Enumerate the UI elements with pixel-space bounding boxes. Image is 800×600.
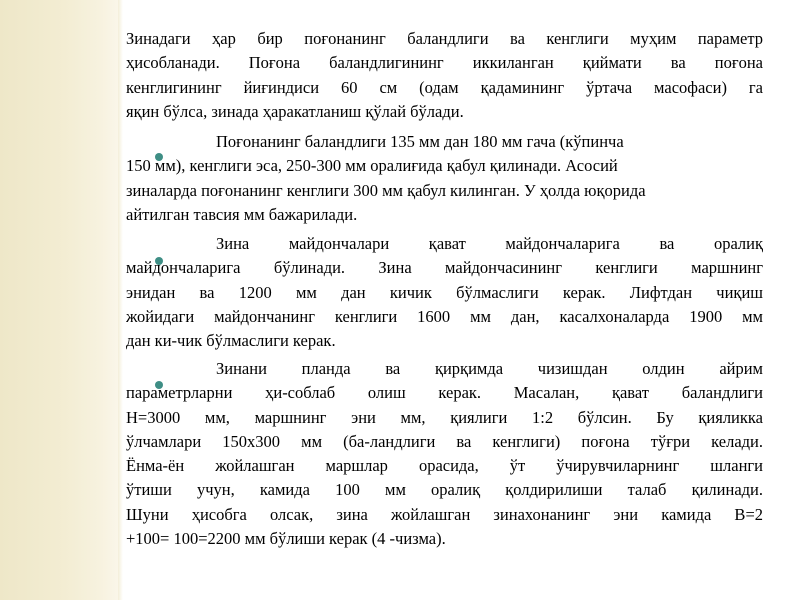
- paragraph-3-line-1: Зина майдончалари қават майдончаларига ва оралиқ: [216, 234, 763, 253]
- paragraph-4-line-8: +100= 100=2200 мм бўлиши керак (4 -чизма).: [126, 529, 446, 549]
- paragraph-4-line-2: параметрларни ҳи-соблаб олиш керак. Масалан, қават баландлиги: [126, 383, 763, 403]
- paragraph-4-line-5: Ёнма-ён жойлашган маршлар орасида, ўт ўчирувчиларнинг шланги: [126, 456, 763, 476]
- paragraph-2-line-1: Поғонанинг баландлиги 135 мм дан 180 мм гача (кўпинча: [216, 132, 624, 151]
- paragraph-1-line-3: кенглигининг йиғиндиси 60 см (одам қадамининг ўртача масофаси) га: [126, 77, 763, 97]
- paragraph-4-line-1: Зинани планда ва қирқимда чизишдан олдин айрим: [216, 359, 763, 378]
- left-decorative-band: [0, 0, 118, 600]
- paragraph-1-line-1: Зинадаги ҳар бир поғонанинг баландлиги ва кенглиги муҳим параметр: [126, 29, 763, 48]
- left-band-edge: [118, 0, 123, 600]
- paragraph-4-line-4: ўлчамлари 150х300 мм (ба-ландлиги ва кенглиги) поғона тўғри келади.: [126, 431, 763, 451]
- paragraph-3: [126, 232, 763, 353]
- paragraph-2-line-4: айтилган тавсия мм бажарилади.: [126, 204, 358, 224]
- paragraph-2-line-3: зиналарда поғонанинг кенглиги 300 мм қабул килинган. У ҳолда юқорида: [126, 180, 646, 200]
- paragraph-3-line-2: майдончаларига бўлинади. Зина майдончасининг кенглиги маршнинг: [126, 258, 763, 278]
- paragraph-3-line-5: дан ки-чик бўлмаслиги керак.: [126, 331, 336, 351]
- paragraph-4-line-6: ўтиши учун, камида 100 мм оралиқ қолдирилиши талаб қилинади.: [126, 480, 763, 500]
- paragraph-4-line-3: H=3000 мм, маршнинг эни мм, қиялиги 1:2 бўлсин. Бу қияликка: [126, 407, 763, 427]
- paragraph-4-line-7: Шуни ҳисобга олсак, зина жойлашган зинахонанинг эни камида B=2: [126, 504, 763, 524]
- paragraph-2: [126, 130, 763, 227]
- paragraph-1-line-4: яқин бўлса, зинада ҳаракатланиш қўлай бўлади.: [126, 101, 464, 121]
- paragraph-1: [126, 27, 763, 124]
- paragraph-3-line-4: жойидаги майдончанинг кенглиги 1600 мм дан, касалхоналарда 1900 мм: [126, 306, 763, 326]
- paragraph-3-line-3: энидан ва 1200 мм дан кичик бўлмаслиги керак. Лифтдан чиқиш: [126, 282, 763, 302]
- paragraph-4: [126, 357, 763, 551]
- paragraph-2-line-2: 150 мм), кенглиги эса, 250-300 мм оралиғида қабул қилинади. Асосий: [126, 156, 618, 176]
- paragraph-1-line-2: ҳисобланади. Поғона баландлигининг иккиланган қиймати ва поғона: [126, 53, 763, 73]
